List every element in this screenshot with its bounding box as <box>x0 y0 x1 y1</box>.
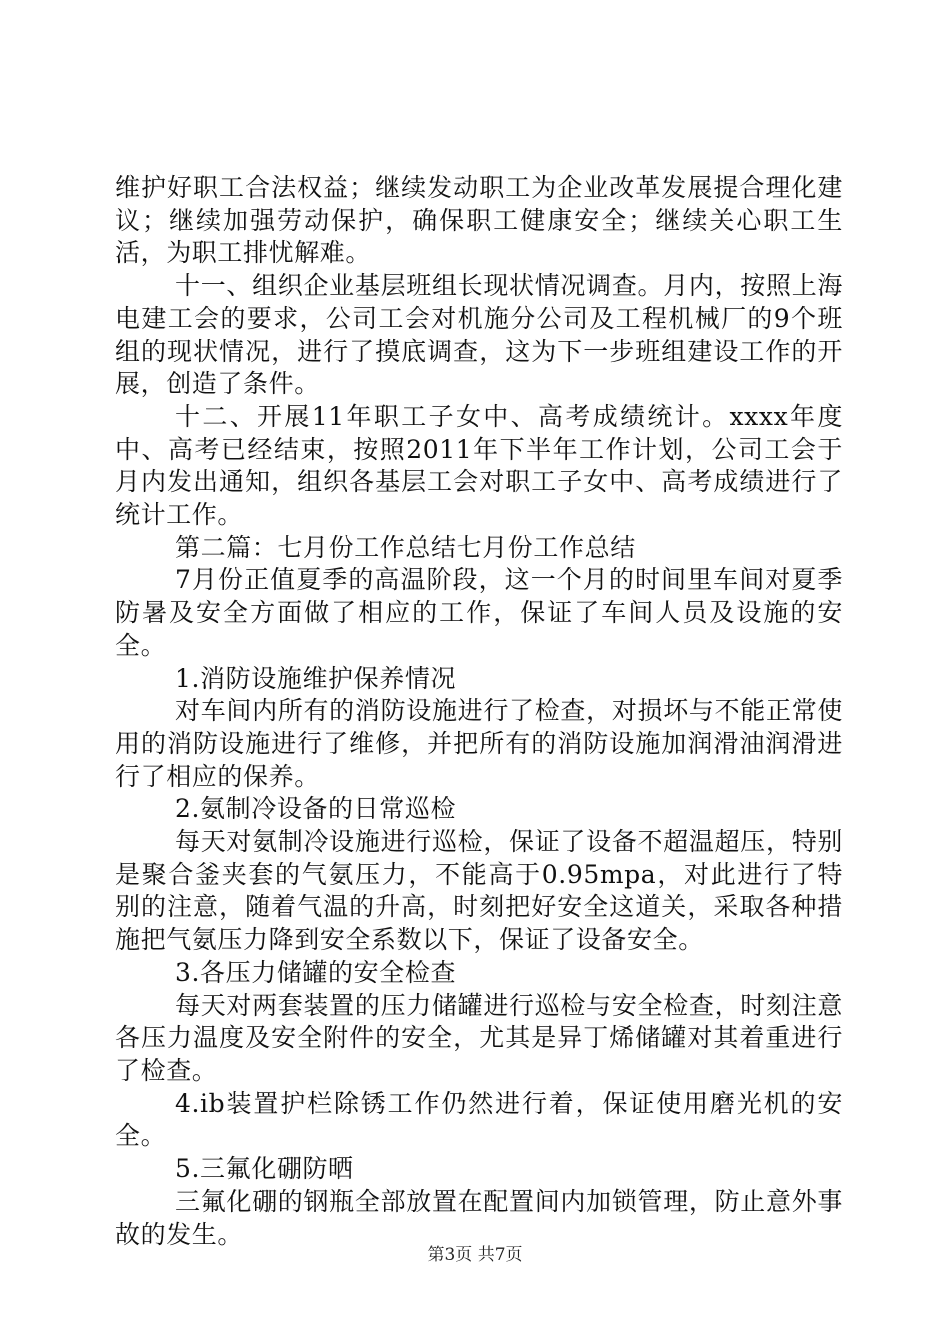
subheading-3: 3.各压力储罐的安全检查 <box>175 957 457 987</box>
subheading-2: 2.氨制冷设备的日常巡检 <box>175 794 457 824</box>
section-heading: 第二篇：七月份工作总结七月份工作总结 <box>175 532 636 562</box>
paragraph-continuation: 维护好职工合法权益；继续发动职工为企业改革发展提合理化建议；继续加强劳动保护，确保职工健康安全；继续关心职工生活，为职工排忧解难。 <box>115 173 843 268</box>
paragraph-intro: 7月份正值夏季的高温阶段，这一个月的时间里车间对夏季防暑及安全方面做了相应的工作，保证了车间人员及设施的安全。 <box>115 565 843 660</box>
paragraph-3: 每天对两套装置的压力储罐进行巡检与安全检查，时刻注意各压力温度及安全附件的安全，尤其是异丁烯储罐对其着重进行了检查。 <box>115 990 843 1085</box>
page-footer: 第3页 共7页 <box>427 1245 523 1265</box>
paragraph-4: 4.ib装置护栏除锈工作仍然进行着，保证使用磨光机的安全。 <box>115 1088 843 1151</box>
subheading-5: 5.三氟化硼防晒 <box>175 1154 354 1184</box>
paragraph-5: 三氟化硼的钢瓶全部放置在配置间内加锁管理，防止意外事故的发生。 <box>115 1186 843 1249</box>
subheading-1: 1.消防设施维护保养情况 <box>175 663 457 693</box>
paragraph-2: 每天对氨制冷设施进行巡检，保证了设备不超温超压，特别是聚合釜夹套的气氨压力，不能高于0.95mpa，对此进行了特别的注意，随着气温的升高，时刻把好安全这道关，采取各种措施把气氨压力降到安全系数以下，保证了设备安全。 <box>115 827 843 955</box>
paragraph-item-11: 十一、组织企业基层班组长现状情况调查。月内，按照上海电建工会的要求，公司工会对机施分公司及工程机械厂的9个班组的现状情况，进行了摸底调查，这为下一步班组建设工作的开展，创造了条件。 <box>115 271 843 399</box>
paragraph-item-12: 十二、开展11年职工子女中、高考成绩统计。xxxx年度中、高考已经结束，按照2011年下半年工作计划，公司工会于月内发出通知，组织各基层工会对职工子女中、高考成绩进行了统计工作。 <box>115 401 843 530</box>
paragraph-1: 对车间内所有的消防设施进行了检查，对损坏与不能正常使用的消防设施进行了维修，并把所有的消防设施加润滑油润滑进行了相应的保养。 <box>115 696 843 791</box>
document-body <box>115 172 843 1251</box>
